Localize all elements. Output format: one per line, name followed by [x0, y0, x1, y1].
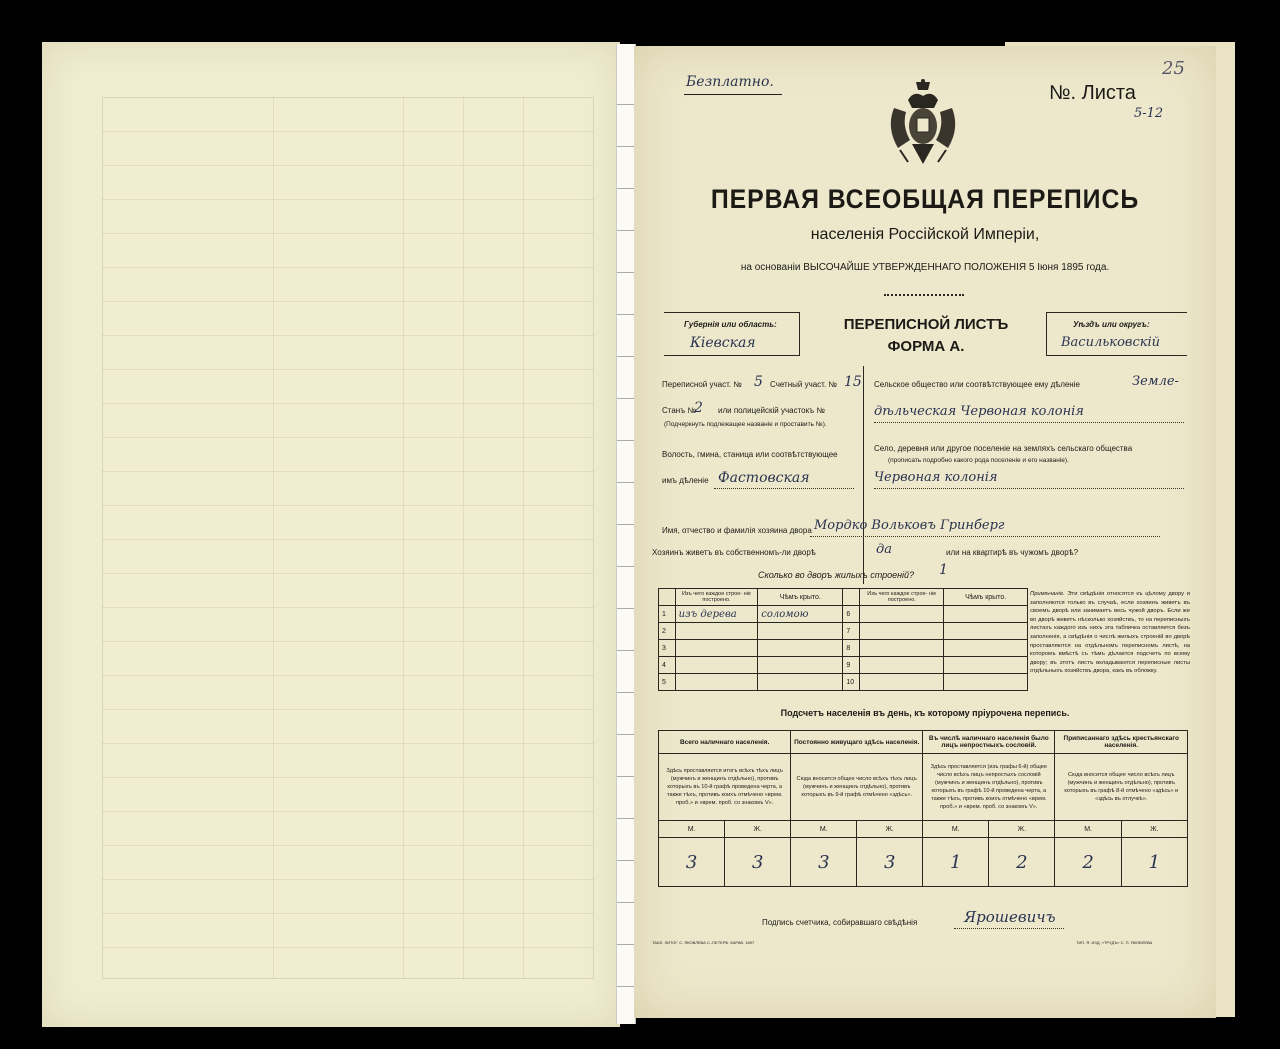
stan-value: 2	[694, 400, 703, 416]
edge-mark	[617, 482, 635, 483]
building-roof	[944, 674, 1028, 691]
census-area-label: Переписной участ. №	[662, 380, 742, 389]
building-roof	[758, 657, 843, 674]
signature-line	[954, 928, 1064, 929]
district-value: Васильковскій	[1061, 335, 1161, 350]
building-roof	[944, 640, 1028, 657]
building-material	[860, 623, 944, 640]
group-description: Здѣсь проставляется (изъ графы 6-й) общее число всѣхъ лицъ непростыхъ сословій (мужчинъ и женщинъ отдѣльно), противъ которыхъ въ графѣ 10-й проведена черта, а также тѣхъ, противъ коихъ отмѣчено «врем. проб.» и «врем. проб. со знакомъ V».	[923, 754, 1055, 821]
building-material: изъ дерева	[675, 606, 758, 623]
building-material	[860, 657, 944, 674]
edge-mark	[617, 230, 635, 231]
row-number: 1	[659, 606, 676, 623]
free-underline	[684, 94, 782, 95]
free-label: Безплатно.	[686, 74, 774, 90]
district-box	[1046, 312, 1187, 356]
population-row	[659, 821, 1188, 838]
field-divider	[863, 366, 864, 584]
sheet-number-value: 5-12	[1134, 106, 1164, 121]
building-roof	[944, 606, 1028, 623]
edge-mark	[617, 818, 635, 819]
owns-value: да	[876, 542, 892, 557]
group-description: Здѣсь проставляется итогъ всѣхъ тѣхъ лицъ (мужчинъ и женщинъ отдѣльно), противъ которыхъ въ 10-й графѣ проведена черта, а также тѣхъ, противъ коихъ отмѣчено «врем. проб.» и «врем. проб. со знакомъ V».	[659, 754, 791, 821]
row-number: 5	[659, 674, 676, 691]
row-number: 8	[843, 640, 860, 657]
group-description: Сюда вносится общее число всѣхъ лицъ (мужчинъ и женщинъ отдѣльно), противъ которыхъ въ графѣ 8-й отмѣчено «здѣсь» и «здѣсь въ отлучкѣ».	[1055, 754, 1188, 821]
province-label: Губернія или область:	[684, 320, 777, 329]
province-value: Кіевская	[690, 335, 756, 351]
faint-show-through-grid	[102, 97, 594, 979]
building-material	[860, 674, 944, 691]
buildings-row	[659, 640, 1028, 657]
building-roof	[758, 674, 843, 691]
village-note: (прописать подробно какого рода поселеніе и его названіе).	[888, 457, 1069, 464]
volost-label: Волость, гмина, станица или соотвѣтствующее	[662, 450, 838, 459]
row-number: 6	[843, 606, 860, 623]
male-count: 1	[923, 838, 989, 887]
society-line	[874, 422, 1184, 423]
district-label: Уѣздъ или округъ:	[1073, 320, 1150, 329]
row-number: 3	[659, 640, 676, 657]
printer-left: ТАБЛ. ЛИТОГ. С. ЯКОВЛЕВА С.-ПЕТЕРБ. КАРАВ. 1897	[652, 940, 755, 945]
female-header: Ж.	[857, 821, 923, 838]
building-roof	[944, 623, 1028, 640]
document-subtitle: населенія Россійской Имперіи,	[810, 226, 1040, 243]
building-roof	[758, 640, 843, 657]
buildings-value: 1	[939, 562, 948, 578]
group-description: Сюда вносится общее число всѣхъ тѣхъ лицъ (мужчинъ и женщинъ отдѣльно), противъ которыхъ въ 9-й графѣ отмѣчено «здѣсь».	[791, 754, 923, 821]
female-count: 3	[857, 838, 923, 887]
counter-area-label: Счетный участ. №	[770, 380, 837, 389]
note-text: Эти свѣдѣнія относятся къ цѣлому двору и заполняются только въ случаѣ, если хозяинъ живетъ въ своемъ дворѣ или занимаетъ весь чужой дворъ. Если же во дворѣ живетъ нѣсколько хозяйствъ, то на переписныхъ листахъ каждого изъ нихъ эта табличка оставляется безъ заполненія, а свѣдѣнія о числѣ жилыхъ строеній во дворѣ проставляются на отдѣльномъ переписномъ листѣ, на которомъ вмѣстѣ съ тѣмъ дѣлается подсчетъ по всему двору; въ этотъ листъ вкладываются переписные листы отдѣльныхъ хозяйствъ двора, какъ въ обложку.	[1030, 591, 1190, 675]
edge-mark	[617, 398, 635, 399]
female-count: 3	[725, 838, 791, 887]
male-header: М.	[1055, 821, 1121, 838]
owner-line	[810, 536, 1160, 537]
buildings-row	[659, 657, 1028, 674]
village-value: Червоная колонія	[874, 470, 998, 485]
stan-label: Станъ №	[662, 406, 697, 415]
volost-label-2: имъ дѣленіе	[662, 476, 709, 485]
edge-mark	[617, 188, 635, 189]
buildings-note	[1030, 590, 1190, 676]
edge-mark	[617, 524, 635, 525]
female-count: 2	[989, 838, 1055, 887]
edge-mark	[617, 692, 635, 693]
group-title: Постоянно живущаго здѣсь населенія.	[791, 731, 923, 754]
col-roof-header-2: Чѣмъ крыто.	[944, 589, 1028, 606]
col-kind-header-2: Изъ чего каждое строе- ніе построено.	[860, 589, 944, 606]
edge-mark	[617, 440, 635, 441]
owner-label: Имя, отчество и фамилія хозяина двора	[662, 526, 812, 535]
signature-label: Подпись счетчика, собиравшаго свѣдѣнія	[762, 918, 918, 927]
col-roof-header: Чѣмъ крыто.	[758, 589, 843, 606]
edge-mark	[617, 650, 635, 651]
group-title: Въ числѣ наличнаго населенія было лицъ непростныхъ сословій.	[923, 731, 1055, 754]
archive-number: 25	[1162, 58, 1185, 79]
left-blank-page	[42, 42, 620, 1027]
village-line	[874, 488, 1184, 489]
building-material	[675, 674, 758, 691]
imperial-eagle-emblem	[884, 78, 962, 174]
edge-mark	[617, 566, 635, 567]
buildings-table	[658, 588, 1028, 691]
document-basis: на основаніи ВЫСОЧАЙШЕ УТВЕРЖДЕННАГО ПОЛОЖЕНІЯ 5 Іюня 1895 года.	[740, 262, 1110, 273]
building-roof: соломою	[758, 606, 843, 623]
row-number: 9	[843, 657, 860, 674]
female-count: 1	[1121, 838, 1187, 887]
society-value-1: Земле-	[1132, 374, 1179, 389]
volost-line	[714, 488, 854, 489]
signature-value: Ярошевичъ	[964, 908, 1056, 926]
col-kind-header: Изъ чего каждое строе- ніе построено.	[675, 589, 758, 606]
counter-area-value: 15	[844, 374, 862, 390]
village-label: Село, деревня или другое поселеніе на земляхъ сельскаго общества	[874, 444, 1133, 453]
province-box	[664, 312, 800, 356]
buildings-row	[659, 606, 1028, 623]
row-number: 10	[843, 674, 860, 691]
buildings-row	[659, 623, 1028, 640]
owner-value: Мордко Вольковъ Гринберг	[814, 518, 1005, 533]
census-area-value: 5	[754, 374, 763, 390]
ornament-divider	[884, 294, 964, 296]
group-title: Приписаннаго здѣсь крестьянскаго населенія.	[1055, 731, 1188, 754]
sheet-number-label: №. Листа	[1049, 82, 1136, 104]
census-sheet	[634, 46, 1216, 1018]
underline-note: (Подчеркнуть подлежащее названіе и проставить №).	[664, 421, 827, 428]
note-title: Примѣчаніе.	[1030, 591, 1065, 597]
row-number: 2	[659, 623, 676, 640]
male-header: М.	[923, 821, 989, 838]
edge-mark	[617, 944, 635, 945]
group-title: Всего наличнаго населенія.	[659, 731, 791, 754]
building-material	[675, 623, 758, 640]
building-material	[860, 606, 944, 623]
edge-mark	[617, 776, 635, 777]
female-header: Ж.	[1121, 821, 1187, 838]
printer-right: ТИП. Я. ИЗД. «ТРУДЪ» С. П. ЯКОВЛЕВА	[1076, 940, 1153, 945]
volost-value: Фастовская	[718, 470, 810, 486]
edge-mark	[617, 608, 635, 609]
building-roof	[944, 657, 1028, 674]
form-subtitle: ФОРМА А.	[887, 338, 965, 355]
edge-mark	[617, 986, 635, 987]
edge-mark	[617, 734, 635, 735]
binding-edge	[616, 44, 636, 1024]
population-heading: Подсчетъ населенія въ день, къ которому пріурочена перепись.	[780, 708, 1070, 718]
police-label: или полицейскій участокъ №	[718, 406, 825, 415]
population-table	[658, 730, 1188, 887]
building-roof	[758, 623, 843, 640]
buildings-row	[659, 674, 1028, 691]
edge-mark	[617, 860, 635, 861]
row-number: 4	[659, 657, 676, 674]
edge-mark	[617, 272, 635, 273]
society-label: Сельское общество или соотвѣтствующее ему дѣленіе	[874, 380, 1080, 389]
edge-mark	[617, 356, 635, 357]
population-row	[659, 838, 1188, 887]
building-material	[675, 640, 758, 657]
form-title: ПЕРЕПИСНОЙ ЛИСТЪ	[843, 316, 1009, 333]
male-count: 3	[659, 838, 725, 887]
edge-mark	[617, 104, 635, 105]
male-count: 3	[791, 838, 857, 887]
female-header: Ж.	[725, 821, 791, 838]
edge-mark	[617, 902, 635, 903]
population-row	[659, 754, 1188, 821]
male-header: М.	[659, 821, 725, 838]
population-row	[659, 731, 1188, 754]
society-value-2: дѣльческая Червоная колонія	[874, 404, 1084, 419]
owns-label-2: или на квартирѣ въ чужомъ дворѣ?	[946, 548, 1079, 557]
edge-mark	[617, 314, 635, 315]
edge-mark	[617, 146, 635, 147]
owns-label: Хозяинъ живетъ въ собственномъ-ли дворѣ	[652, 548, 816, 557]
row-number: 7	[843, 623, 860, 640]
male-header: М.	[791, 821, 857, 838]
female-header: Ж.	[989, 821, 1055, 838]
document-title: ПЕРВАЯ ВСЕОБЩАЯ ПЕРЕПИСЬ	[710, 184, 1140, 214]
buildings-label: Сколько во дворъ жилыхъ строеній?	[758, 570, 915, 580]
building-material	[675, 657, 758, 674]
male-count: 2	[1055, 838, 1121, 887]
building-material	[860, 640, 944, 657]
